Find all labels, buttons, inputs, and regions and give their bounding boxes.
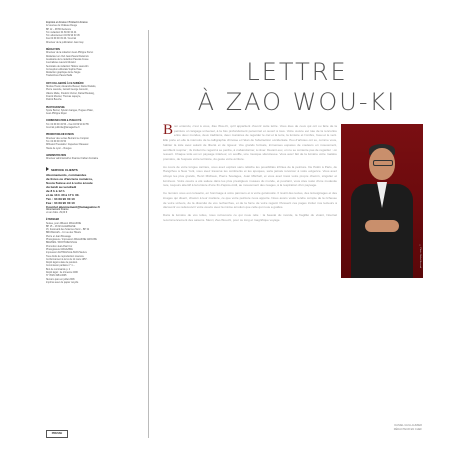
signature-block: [394, 424, 422, 431]
masthead-line: Tél. abonnement 04 69 90 33 45: [46, 35, 80, 38]
masthead-line: Imprimé avec du papier recyclé: [46, 281, 79, 284]
article-title-line-2: À ZAO WOU-KI: [197, 88, 397, 117]
masthead-line: Courriel publicite@lamagazine.fr: [46, 127, 80, 130]
presse-logo: PRESSE: [46, 430, 68, 438]
masthead-line: Numéro paru en juillet 2006: [46, 278, 75, 281]
masthead-line: Assistante de la rédaction Pascale Fosse: [46, 58, 89, 61]
article-paragraph-3: Ce numéro vous est consacré, en hommage à votre parcours et à votre générosité. Il réunit des textes, des témoignages et des images qui disent, chacun à leur manière, ce que votre peinture nous apporte. Nous avons voulu rendre compte de la richesse de votre univers, de la diversité de vos recherches, et de la force de votre regard. Puissent ces pages inviter nos lecteurs à découvrir ou redécouvrir votre œuvre avec la même émotion que celle qui nous a guidés.: [163, 191, 337, 210]
service-clients-lines: [46, 173, 142, 209]
masthead-line: Rédacteur en chef Jean-Pascal Delacroix: [46, 55, 89, 58]
article-paragraph-1: Bien entendu, c'est à vous, Zao Wou-Ki, qu'il appartient d'ouvrir cette lettre. Vous êtes de ceux qui ont su faire de la peinture un langage universel, à la fois profondément personnel et ouvert à tous. Votre œuvre est née de la rencontre entre deux mondes, deux traditions, deux manières de regarder le ciel et la terre, la lumière et l'ombre, l'eau et le vent. Elle porte en elle la mémoire de la calligraphie chinoise et l'élan de l'abstraction occidentale. Peu d'artistes ont su, comme vous, habiter la toile avec autant de liberté et de rigueur. Vos grands formats, immenses espaces de couleurs en mouvement, semblent respirer ; ils invitent le regard à se perdre, à s'abandonner, à rêver. Devant eux, on ne se contente pas de regarder : on ressent. Chaque toile est un paysage intérieur, un souffle, une musique silencieuse. Vous avez fait de la lumière votre matière première, de l'espace votre territoire, du geste votre écriture.: [163, 122, 337, 161]
masthead-line: Imprimé en France / Printed in France: [46, 22, 88, 24]
masthead-line: Bon de commande p. 2: [46, 268, 71, 271]
masthead-lines: [46, 22, 142, 161]
masthead-line: Fax : 04 69 90 00 10: [46, 200, 75, 205]
masthead-line: Secrétaire de rédaction Hélène Laurentin: [46, 65, 89, 68]
column-divider: [148, 30, 149, 438]
masthead-line: Tél. : 04 69 90 00 10: [46, 196, 75, 201]
masthead-line: Dépôt légal : 2e trimestre 2006: [46, 272, 78, 275]
drop-cap: B: [163, 122, 174, 138]
masthead-line: BRUXELLES – 11 rue des Tilleuls: [46, 232, 81, 235]
masthead-line: Directeur des ventes Bernard Le Conpion: [46, 137, 89, 140]
masthead-line: Dépôt légal à date de parution.: [46, 262, 78, 265]
masthead-line: N° ISSN 1954-3005: [46, 275, 67, 278]
masthead-line: Patrick Bouche: [46, 99, 62, 102]
masthead-line: Photogravure / Impression MAGAZINE GROUPE: [46, 239, 97, 242]
masthead-line: Pierre Laurette, Gérard George Jarvenin,: [46, 89, 89, 92]
triangle-bullet-icon: [46, 167, 49, 171]
masthead-line: de 8 h à 12 h: [46, 188, 65, 193]
masthead-line: Photogravure MAGAZINE: [46, 248, 73, 251]
masthead-line: 15, boulevard des Sciences Nord – BP 32: [46, 229, 90, 232]
masthead-line: Valérie Matte, Frédéric Vernet, Daniel Boutang,: [46, 92, 95, 95]
masthead-sidebar: [46, 22, 142, 285]
masthead-line: Pierre et Jean Bressage: [46, 235, 71, 238]
masthead-line: Sylvie Burnel, Sylvain Ganges, Hugues Plaisi,: [46, 109, 94, 112]
masthead-line: Tél. 04 69 90 43 56 – Fax 04 69 90 43 55: [46, 123, 89, 126]
masthead-line: Franck Mourier, Thomas Lapeyre,: [46, 95, 81, 98]
article-paragraph-2: Au cours de votre longue carrière, vous avez exploré sans relâche les possibilités infinies de la peinture. De Pékin à Paris, de Hangzhou à New York, vous avez traversé les continents et les époques, sans jamais renoncer à votre exigence. Vous avez côtoyé les plus grands, Henri Michaux, Pierre Soulages, Joan Mitchell, et vous avez tracé votre propre chemin, singulier et lumineux. Votre œuvre a été saluée dans les plus prestigieux musées du monde, et pourtant, vous êtes resté d'une modestie rare, toujours attentif à la lumière d'une fin d'après-midi, au mouvement des nuages, à la respiration d'un paysage.: [163, 164, 337, 188]
masthead-line: ÉTRANGER: [46, 219, 60, 222]
masthead-line: Traductrices Pascal Sallé: [46, 75, 73, 78]
article-title-line-1: LETTRE: [246, 58, 348, 87]
masthead-line: Rédaction graphique Anne Nègre: [46, 72, 81, 75]
signature-name: DANIEL GUILLAUMIER: [394, 424, 422, 427]
masthead-line: Abonnement France: [46, 208, 69, 211]
masthead-line: Soora Suisse est à votre écoute: [46, 180, 93, 185]
masthead-line: Impression AUTREVILLE-SUR-Hauriva: [46, 252, 87, 255]
masthead-line: Suisse, pour diffusion MAGAZINE: [46, 222, 82, 225]
masthead-line: Diffusion Presstalis / Inspecteur Réseaux: [46, 144, 89, 147]
masthead-line: BP 15 – 18 92 ALLEMAGNE: [46, 225, 76, 228]
masthead-line: Jean-Philippe Rojen: [46, 113, 67, 116]
masthead-line: Fax 04 69 90 33 46 / Courriel: [46, 38, 77, 41]
article-body: [163, 124, 423, 281]
masthead-line: BP 12 – 38700 Aurience: [46, 28, 72, 31]
masthead-line: Nicolas Hoval, Alexandre Bessel, Daniel Delatre,: [46, 86, 97, 89]
masthead-line: RÉDACTION: [46, 49, 60, 52]
masthead-line: Tél. 04 69 90 33 50: [46, 140, 67, 143]
masthead-line: de livres ou d'anciens numéros,: [46, 176, 93, 181]
masthead-line: ADMINISTRATION: [46, 154, 67, 157]
masthead-line: COMMUNICATION & PUBLICITÉ: [46, 120, 82, 123]
masthead-line: BIEVRES / MONT-MEUVILLE: [46, 242, 78, 245]
photo-credit: © Photo : Michel Bessard: [419, 244, 421, 268]
service-clients-title: SERVICE CLIENTS: [46, 167, 142, 172]
masthead-tail-lines: [46, 209, 142, 286]
masthead-line: 12 avenue du Château Rouge: [46, 25, 78, 28]
article-title: [162, 57, 432, 117]
masthead-line: Courriel abonnement@lamagazine.fr: [46, 204, 100, 209]
masthead-line: Tous droits de reproduction réservés.: [46, 255, 85, 258]
masthead-line: un an d'abo. 29,00 €: [46, 211, 68, 214]
masthead-line: Promotion Jean-Paul Cor: [46, 245, 73, 248]
masthead-line: Hauts de Lyon – Rouges: [46, 147, 72, 150]
masthead-line: Journalistes Laurent Morand: [46, 62, 76, 65]
signature-role: RÉDACTEUR EN CHEF: [393, 427, 422, 431]
masthead-line: Abonnements, commandes: [46, 172, 87, 177]
masthead-line: du lundi au vendredi: [46, 184, 77, 189]
masthead-line: Conformément à la loi du 11 mars 1957.: [46, 258, 88, 261]
masthead-line: Commission paritaire n° 1 –: [46, 265, 75, 268]
masthead-line: Tél. rédaction 04 69 90 33 44: [46, 31, 77, 34]
masthead-line: et de 13 h 30 à 17 h 30.: [46, 192, 80, 197]
masthead-line: Directeur administratif et financier Fabien Fontaine: [46, 158, 99, 161]
author-portrait-photo: [341, 124, 423, 278]
masthead-line: Directeur de la rédaction Jean-Philippe Perret: [46, 52, 94, 55]
masthead-line: Conception éditoriale Sophie Hase: [46, 68, 82, 71]
masthead-line: PROMOTION-DIFFUSION: [46, 134, 74, 137]
masthead-line: Directeur de la publication Jean Gay: [46, 41, 84, 44]
portrait-hands: [365, 220, 399, 232]
masthead-line: ONT COLLABORÉ À CE NUMÉRO: [46, 82, 84, 85]
article-paragraph-4: Dans la lumière de vos toiles, nous retrouvons ce qui nous relie : la beauté du monde, la fragilité du vivant, l'éternel recommencement des saisons. Merci, Zao Wou-Ki, pour ce long et magnifique voyage.: [163, 212, 337, 222]
portrait-glasses: [373, 160, 393, 166]
masthead-line: PHOTOGRAPHIE: [46, 106, 65, 109]
